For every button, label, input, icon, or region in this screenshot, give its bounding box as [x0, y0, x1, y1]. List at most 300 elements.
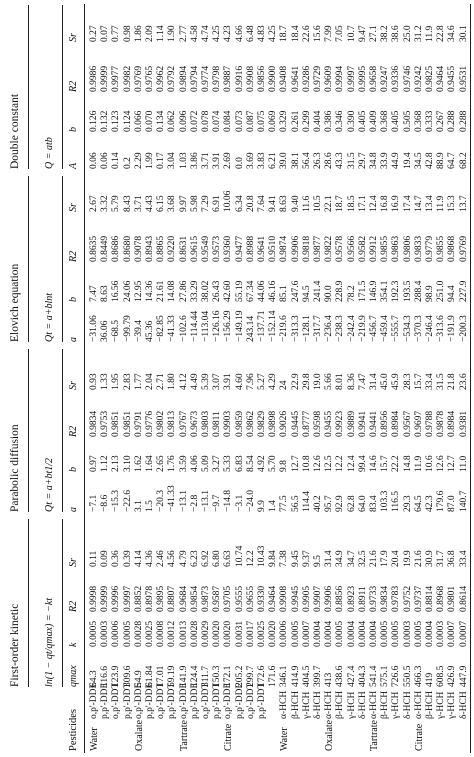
table-cell: 31.2 [413, 25, 424, 42]
table-cell: 0.9868 [447, 235, 458, 262]
table-cell: 42.3 [425, 495, 435, 512]
table-cell: 172.1 [223, 665, 234, 687]
table-cell: 0.8984 [391, 410, 402, 437]
table-cell: 2.29 [133, 152, 144, 169]
table-cell: 31.5 [436, 373, 447, 390]
table-cell: 0.9582 [357, 235, 368, 262]
table-cell: 0.9641 [290, 65, 301, 92]
table-cell: 0.9822 [324, 235, 335, 262]
table-cell: 5.66 [324, 373, 335, 390]
table-cell: 0.11 [89, 550, 99, 567]
table-cell: 0.9360 [223, 235, 234, 262]
table-cell: 0.9998 [89, 585, 99, 612]
table-cell: 0.8856 [335, 585, 346, 612]
equation-rule [62, 5, 63, 169]
table-cell: 18.7 [279, 25, 290, 42]
table-cell: 311.7 [201, 665, 211, 687]
table-cell: 140.7 [458, 490, 469, 512]
table-cell: 0.0028 [189, 620, 200, 647]
table-cell: 55.19 [234, 280, 245, 302]
table-cell: 0.390 [346, 110, 357, 132]
table-cell: 0.9555 [234, 585, 245, 612]
table-cell: −128.1 [301, 315, 312, 342]
table-cell: −102.6 [178, 315, 189, 342]
table-cell: 0.9813 [167, 410, 178, 437]
column-header: k [68, 642, 79, 647]
table-cell: 1.90 [167, 25, 178, 42]
table-cell: 2.09 [145, 25, 155, 42]
table-cell: 0.124 [122, 110, 133, 132]
table-cell: 0.9829 [257, 410, 267, 437]
table-cell: 0.9769 [458, 235, 469, 262]
pesticide-label: o,p'-DDE [178, 682, 189, 719]
table-cell: 0.9330 [257, 585, 267, 612]
table-cell: 299.7 [245, 665, 256, 687]
table-cell: 21.6 [369, 550, 379, 567]
table-cell: 0.0006 [279, 620, 290, 647]
table-cell: 414.9 [290, 665, 301, 687]
pesticide-label: β-HCH [425, 690, 435, 719]
table-cell: 0.9962 [156, 65, 167, 92]
table-cell: 103.3 [380, 490, 391, 512]
table-cell: 7.29 [201, 195, 211, 212]
pesticide-label: o,p'-DDE [89, 682, 99, 719]
table-cell: 0.9851 [122, 410, 133, 437]
table-cell: 5.09 [201, 455, 211, 472]
table-cell: 6.80 [212, 550, 223, 567]
column-header: Sr [68, 33, 79, 42]
table-cell: 4.06 [189, 455, 200, 472]
table-cell: 0.9776 [145, 410, 155, 437]
table-cell: 6.92 [201, 550, 211, 567]
table-cell: 0.0020 [212, 620, 223, 647]
table-cell: 30.9 [425, 550, 435, 567]
table-cell: 0.9982 [122, 65, 133, 92]
table-cell: 2.65 [156, 455, 167, 472]
table-cell: −114.44 [189, 310, 200, 342]
table-cell: 0.93 [89, 373, 99, 390]
table-cell: 404.3 [357, 665, 368, 687]
table-cell: 0.77 [111, 25, 122, 42]
table-cell: 0.0025 [145, 620, 155, 647]
table-cell: 1.4 [268, 500, 279, 512]
table-cell: 56.4 [301, 152, 312, 169]
table-cell: 45.9 [391, 373, 402, 390]
group-rule [28, 176, 29, 342]
table-cell: 0.8807 [167, 585, 178, 612]
table-cell: 0.070 [145, 110, 155, 132]
table-cell: 0.9941 [357, 410, 368, 437]
table-cell: 0.8865 [156, 235, 167, 262]
header-bottom-rule [84, 4, 85, 753]
table-cell: 0.9994 [335, 65, 346, 92]
column-header: a [68, 507, 79, 512]
table-cell: 0.9794 [189, 65, 200, 92]
table-cell: 0.288 [447, 110, 458, 132]
column-header: a [68, 337, 79, 342]
table-cell: 6.23 [189, 550, 200, 567]
table-cell: 10.06 [223, 190, 234, 212]
table-cell: 0.97 [89, 455, 99, 472]
table-cell: 19.9 [402, 550, 413, 567]
table-cell: 0.17 [156, 152, 167, 169]
table-cell: 241.4 [313, 280, 323, 302]
column-header: Sr [68, 381, 79, 390]
table-cell: 0.404 [313, 110, 323, 132]
table-cell: 14.8 [402, 455, 413, 472]
table-cell: 0.8814 [425, 585, 435, 612]
pesticide-label: o,p'-DDE [223, 682, 234, 719]
table-cell: 3.68 [167, 195, 178, 212]
column-header: R2 [68, 600, 79, 612]
table-cell: 0.346 [335, 110, 346, 132]
group-equation-elovich: Qt = a+blnt [44, 292, 55, 342]
group-title-double-constant: Double constant [9, 93, 21, 169]
table-cell: 447.9 [458, 665, 469, 687]
table-cell: 11.9 [436, 195, 447, 212]
table-cell: 0.405 [391, 110, 402, 132]
table-cell: −313.3 [290, 315, 301, 342]
table-cell: 1.77 [133, 373, 144, 390]
table-cell: −156.29 [223, 310, 234, 342]
table-cell: 0.9834 [89, 410, 99, 437]
table-cell: 0.9894 [178, 65, 189, 92]
table-cell: 34.6 [447, 25, 458, 42]
table-cell: 18.5 [346, 195, 357, 212]
table-cell: −41.33 [167, 315, 178, 342]
table-cell: 146.9 [369, 280, 379, 302]
pesticide-label: p,p'-DDE [189, 682, 200, 719]
pesticide-label: β-HCH [290, 690, 301, 719]
table-cell: 8.36 [346, 373, 357, 390]
table-cell: 0.0005 [413, 620, 424, 647]
table-cell: 0.9767 [178, 410, 189, 437]
table-cell: 25.0 [402, 25, 413, 42]
table-cell: 14.7 [413, 195, 424, 212]
table-cell: 12.7 [447, 455, 458, 472]
table-cell: −14.8 [223, 490, 234, 512]
table-cell: 11.6 [301, 195, 312, 212]
table-cell: 38.6 [391, 25, 402, 42]
table-cell: 0.0007 [458, 620, 469, 647]
table-cell: −22.6 [122, 490, 133, 512]
table-cell: −82.85 [156, 315, 167, 342]
table-cell: 28.6 [324, 152, 335, 169]
table-cell: 16.9 [391, 195, 402, 212]
table-cell: 12.6 [313, 455, 323, 472]
table-cell: 0.9997 [346, 65, 357, 92]
table-cell: 0.9567 [402, 410, 413, 437]
table-cell: 0.9733 [369, 585, 379, 612]
table-cell: 20.8 [245, 195, 256, 212]
table-cell: 0.9854 [189, 585, 200, 612]
table-cell: 0.9907 [313, 585, 323, 612]
table-cell: −9.7 [212, 494, 223, 512]
table-cell: 8.43 [122, 195, 133, 212]
table-cell: 0.0020 [223, 620, 234, 647]
table-cell: 4.83 [257, 25, 267, 42]
table-cell: 0.9641 [257, 235, 267, 262]
table-cell: 0.084 [223, 110, 234, 132]
table-cell: 0.9874 [279, 235, 290, 262]
table-cell: −219.9 [357, 315, 368, 342]
table-cell: 0.078 [201, 110, 211, 132]
table-cell: −152.14 [268, 310, 279, 342]
table-cell: 0.132 [100, 110, 111, 132]
column-header: b [68, 127, 79, 132]
table-cell: 24.06 [122, 280, 133, 302]
table-cell: 15.6 [313, 25, 323, 42]
table-cell: 3.69 [245, 152, 256, 169]
table-cell: 92.9 [335, 495, 346, 512]
table-cell: 0.9903 [223, 410, 234, 437]
table-cell: 26.3 [313, 152, 323, 169]
table-cell: 0.39 [122, 550, 133, 567]
table-cell: 541.4 [369, 665, 379, 687]
table-cell: 0.9783 [391, 585, 402, 612]
table-cell: 0.9464 [268, 585, 279, 612]
table-cell: 4.56 [167, 550, 178, 567]
table-cell: 9.41 [268, 195, 279, 212]
solvent-label: Water [89, 727, 100, 751]
solvent-label: Tartrate [369, 720, 380, 751]
table-cell: −200.3 [458, 315, 469, 342]
table-cell: 94.4 [447, 285, 458, 302]
column-header: b [68, 467, 79, 472]
table-cell: 0.8984 [447, 410, 458, 437]
table-cell: 33.9 [380, 152, 391, 169]
table-cell: 399.7 [313, 665, 323, 687]
table-cell: 575.1 [380, 665, 391, 687]
table-cell: 6.15 [156, 195, 167, 212]
table-cell: 0.0004 [425, 620, 435, 647]
table-cell: 15.7 [380, 455, 391, 472]
table-cell: 0.0004 [369, 620, 379, 647]
table-cell: 0.98 [122, 25, 133, 42]
table-cell: 172.6 [257, 665, 267, 687]
table-cell: 0.9737 [413, 585, 424, 612]
table-cell: 6.91 [212, 195, 223, 212]
table-cell: 1.64 [145, 455, 155, 472]
equation-rule [62, 176, 63, 342]
table-cell: 3.10 [122, 455, 133, 472]
table-cell: 12.2 [335, 455, 346, 472]
table-cell: 4.66 [234, 25, 245, 42]
table-cell: 2.83 [122, 373, 133, 390]
table-cell: 3.91 [212, 152, 223, 169]
table-cell: 0.07 [100, 25, 111, 42]
table-cell: 8.54 [245, 455, 256, 472]
table-cell: 31.5 [346, 152, 357, 169]
table-cell: 0.9578 [335, 235, 346, 262]
table-cell: 31.7 [436, 550, 447, 567]
table-cell: 0.9531 [458, 65, 469, 92]
table-cell: 0.8777 [301, 410, 312, 437]
table-cell: 16.56 [111, 280, 122, 302]
table-cell: 1.62 [133, 455, 144, 472]
table-cell: 0.0007 [447, 620, 458, 647]
table-cell: 16.8 [380, 195, 391, 212]
table-cell: 12.4 [369, 195, 379, 212]
table-cell: 4.25 [268, 25, 279, 42]
table-cell: 0.9697 [413, 410, 424, 437]
table-cell: 4.14 [133, 550, 144, 567]
table-cell: 0.0004 [324, 620, 335, 647]
table-cell: 0.09 [100, 550, 111, 567]
table-cell: 0.9573 [212, 235, 223, 262]
table-cell: 0.9811 [212, 411, 223, 437]
table-cell: 0.0020 [268, 620, 279, 647]
table-cell: 46.16 [268, 280, 279, 302]
table-cell: 0.0008 [156, 620, 167, 647]
table-cell: 0.9887 [223, 65, 234, 92]
table-cell: 0.0003 [402, 620, 413, 647]
table-cell: 94.5 [301, 285, 312, 302]
table-cell: 19.0 [313, 373, 323, 390]
table-cell: 1.03 [178, 152, 189, 169]
table-cell: 4.60 [234, 373, 245, 390]
table-cell: 0.8449 [100, 235, 111, 262]
table-cell: 3.1 [133, 500, 144, 512]
table-cell: 31.4 [369, 373, 379, 390]
table-cell: 0.096 [178, 110, 189, 132]
table-cell: 11.9 [425, 25, 435, 42]
table-cell: 9.97 [178, 195, 189, 212]
table-cell: 0.9658 [369, 65, 379, 92]
table-cell: 23.6 [458, 373, 469, 390]
table-cell: 17.9 [380, 550, 391, 567]
table-bottom-rule [470, 4, 471, 753]
column-header: Sr [68, 203, 79, 212]
table-cell: 7.64 [257, 195, 267, 212]
table-cell: 44.06 [257, 280, 267, 302]
table-cell: 0.9986 [89, 65, 99, 92]
table-cell: 0.9441 [369, 410, 379, 437]
table-cell: 1.95 [111, 373, 122, 390]
table-cell: 0.9655 [245, 585, 256, 612]
group-title-parabolic: Parabolic diffusion [9, 424, 21, 512]
table-cell: 0.0013 [178, 620, 189, 647]
table-cell: 2.67 [89, 195, 99, 212]
table-cell: 171.6 [268, 665, 279, 687]
table-cell: −242.4 [346, 315, 357, 342]
table-cell: 0.9851 [111, 410, 122, 437]
table-cell: 0.9220 [167, 235, 178, 262]
table-cell: 14.36 [145, 280, 155, 302]
table-cell: 12.95 [133, 280, 144, 302]
pesticide-label: o,p'-DDT [245, 682, 256, 719]
table-cell: 33.4 [425, 373, 435, 390]
table-cell: 56.5 [290, 495, 301, 512]
table-cell: −149.19 [234, 310, 245, 342]
table-cell: 4.12 [178, 373, 189, 390]
table-cell: 0.0005 [122, 620, 133, 647]
table-cell: 59.19 [167, 665, 178, 687]
table-cell: −13.1 [178, 490, 189, 512]
table-cell: 0.9855 [436, 235, 447, 262]
table-cell: 54.9 [133, 670, 144, 687]
table-cell: 0.9801 [447, 585, 458, 612]
table-cell: 0.9877 [313, 235, 323, 262]
table-cell: 0.0003 [436, 620, 447, 647]
table-cell: −137.71 [257, 310, 267, 342]
table-cell: −31.06 [89, 315, 99, 342]
table-cell: 0.9818 [301, 235, 312, 262]
table-cell: 0.9455 [447, 65, 458, 92]
table-cell: −15.3 [111, 490, 122, 512]
table-cell: 0.9549 [201, 235, 211, 262]
table-cell: 0.368 [380, 110, 391, 132]
table-cell: 0.9336 [391, 65, 402, 92]
table-cell: 0.072 [189, 110, 200, 132]
table-cell: 31.4 [324, 550, 335, 567]
table-cell: 3.32 [100, 195, 111, 212]
group-equation-first-order: ln(1 − qt/qmax) = −kt [44, 597, 55, 687]
table-cell: 0.073 [234, 110, 245, 132]
table-cell: 0.9999 [100, 65, 111, 92]
table-cell: 78.2 [346, 285, 357, 302]
table-cell: 34.7 [346, 550, 357, 567]
table-cell: 0.9908 [245, 65, 256, 92]
table-cell: 98.9 [425, 285, 435, 302]
pesticide-label: δ-HCH [458, 691, 469, 719]
table-cell: 12.4 [346, 455, 357, 472]
pesticide-label: p,p'-DDE [145, 682, 155, 719]
table-cell: 1.12 [100, 455, 111, 472]
pesticide-label: γ-HCH [436, 691, 447, 719]
solvent-label: Oxalate [133, 719, 145, 751]
table-cell: 22.2 [391, 455, 402, 472]
table-cell: 38.02 [201, 280, 211, 302]
table-cell: 12.6 [436, 455, 447, 472]
table-cell: 21.6 [413, 550, 424, 567]
table-cell: 1.5 [145, 500, 155, 512]
table-cell: 8.63 [100, 285, 111, 302]
table-cell: 0.9746 [402, 65, 413, 92]
pesticide-label: p,p'-DDT [122, 682, 133, 719]
table-cell: −126.16 [212, 310, 223, 342]
table-cell: −39.4 [133, 320, 144, 342]
table-cell: 0.123 [111, 110, 122, 132]
pesticide-label: p,p'-DDE [234, 682, 245, 719]
table-cell: 0.9905 [301, 585, 312, 612]
table-cell: 38.1 [290, 152, 301, 169]
table-cell: 64.0 [357, 495, 368, 512]
table-cell: 124.4 [189, 665, 200, 687]
table-cell: 4.29 [268, 373, 279, 390]
table-cell: 9.5 [313, 555, 323, 567]
table-cell: 0.9859 [234, 410, 245, 437]
group-rule [28, 349, 29, 512]
table-cell: 42.8 [425, 152, 435, 169]
table-cell: 0.409 [369, 110, 379, 132]
table-cell: 2.77 [178, 25, 189, 42]
table-cell: −3.1 [234, 494, 245, 512]
table-cell: 0.066 [133, 110, 144, 132]
table-cell: 14.6 [369, 455, 379, 472]
table-cell: 1.76 [167, 455, 178, 472]
table-cell: 27.86 [178, 280, 189, 302]
table-cell: 0.075 [257, 110, 267, 132]
table-cell: −317.7 [313, 315, 323, 342]
table-cell: 0.0025 [257, 620, 267, 647]
table-cell: 0.9878 [436, 410, 447, 437]
table-cell: 20.4 [391, 550, 402, 567]
table-cell: 6.34 [234, 195, 245, 212]
group-equation-parabolic: Qt = a+bt1/2 [44, 457, 55, 512]
table-cell: 466.3 [413, 665, 424, 687]
table-cell: 9.47 [357, 25, 368, 42]
